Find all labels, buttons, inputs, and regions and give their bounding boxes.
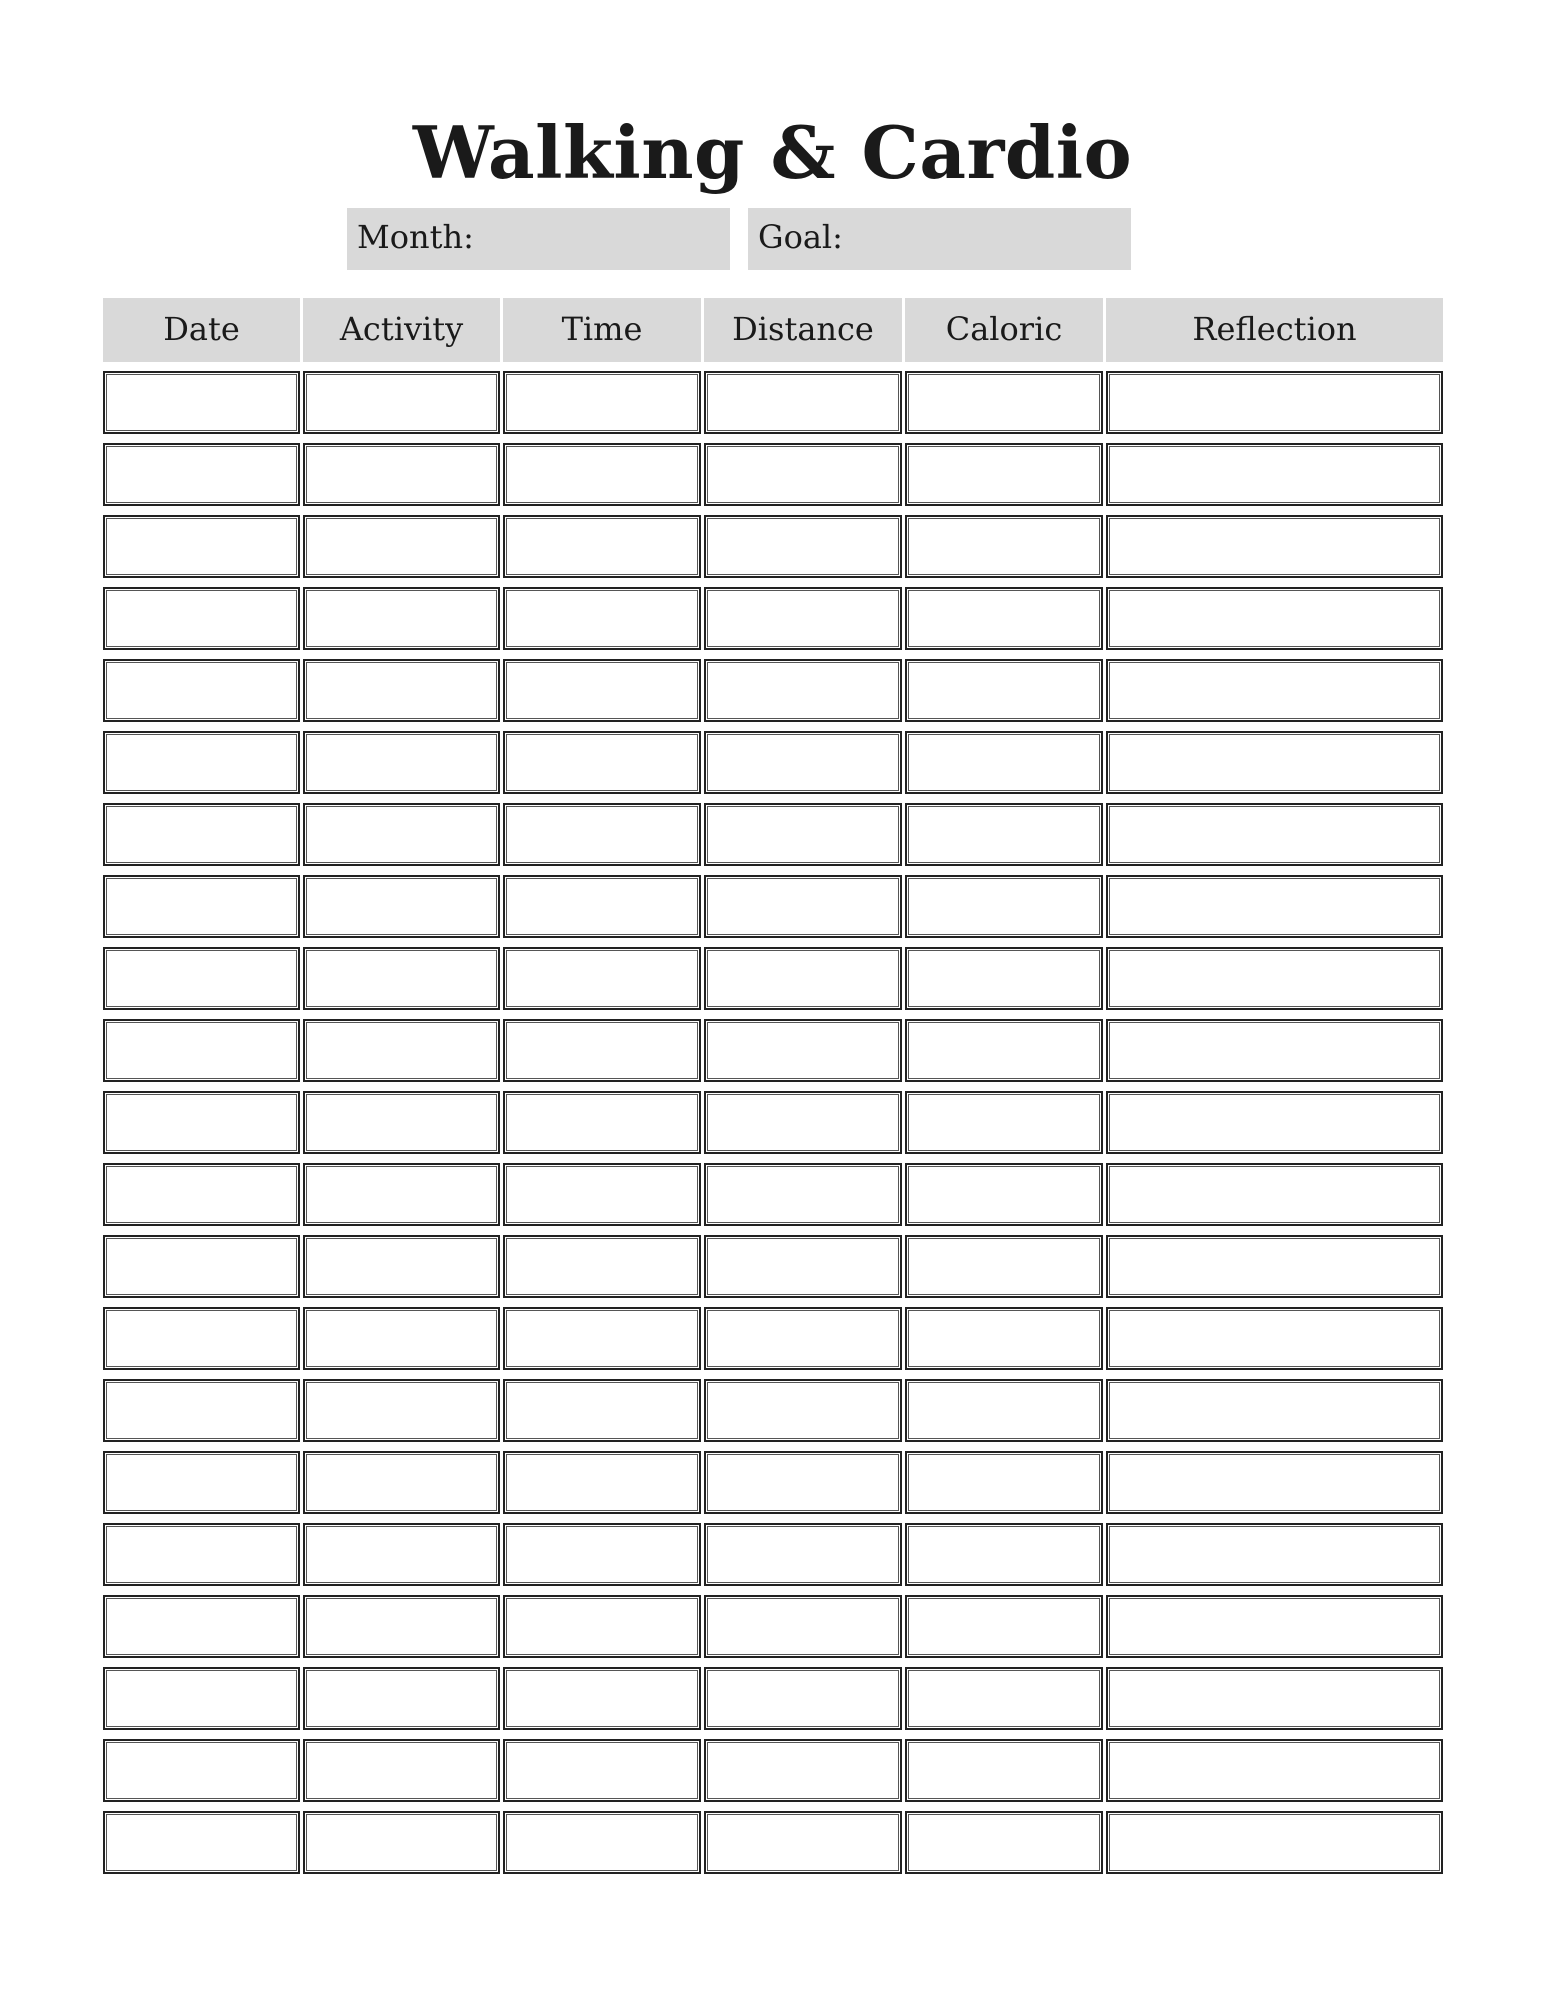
table-row [103, 1523, 1443, 1586]
cell-date[interactable] [103, 875, 300, 938]
cell-caloric[interactable] [905, 587, 1103, 650]
table-row [103, 1091, 1443, 1154]
cell-reflection[interactable] [1106, 1667, 1443, 1730]
cell-time[interactable] [503, 1595, 701, 1658]
cell-distance[interactable] [704, 1451, 902, 1514]
month-label: Month: [357, 218, 474, 256]
cell-distance[interactable] [704, 1595, 902, 1658]
cell-distance[interactable] [704, 587, 902, 650]
cell-reflection[interactable] [1106, 1523, 1443, 1586]
cell-caloric[interactable] [905, 1667, 1103, 1730]
cell-time[interactable] [503, 1091, 701, 1154]
cell-date[interactable] [103, 731, 300, 794]
cell-time[interactable] [503, 1739, 701, 1802]
cell-caloric[interactable] [905, 1595, 1103, 1658]
cell-activity[interactable] [303, 1091, 500, 1154]
cell-time[interactable] [503, 659, 701, 722]
cell-reflection[interactable] [1106, 875, 1443, 938]
cell-reflection[interactable] [1106, 947, 1443, 1010]
cell-caloric[interactable] [905, 875, 1103, 938]
cell-reflection[interactable] [1106, 1235, 1443, 1298]
cell-distance[interactable] [704, 659, 902, 722]
cell-date[interactable] [103, 1091, 300, 1154]
cell-distance[interactable] [704, 515, 902, 578]
cell-date[interactable] [103, 1811, 300, 1874]
cell-activity[interactable] [303, 1667, 500, 1730]
cell-reflection[interactable] [1106, 1451, 1443, 1514]
cell-distance[interactable] [704, 443, 902, 506]
cell-time[interactable] [503, 1379, 701, 1442]
cell-caloric[interactable] [905, 1163, 1103, 1226]
table-row [103, 731, 1443, 794]
cell-time[interactable] [503, 1667, 701, 1730]
cell-date[interactable] [103, 1235, 300, 1298]
cell-time[interactable] [503, 587, 701, 650]
cell-distance[interactable] [704, 1235, 902, 1298]
cell-distance[interactable] [704, 1739, 902, 1802]
cell-distance[interactable] [704, 803, 902, 866]
table-row [103, 1307, 1443, 1370]
table-row [103, 1451, 1443, 1514]
table-header [103, 298, 1443, 362]
column-header-time: Time [503, 298, 701, 362]
cell-time[interactable] [503, 1235, 701, 1298]
table-row [103, 875, 1443, 938]
cell-date[interactable] [103, 1307, 300, 1370]
cell-caloric[interactable] [905, 1091, 1103, 1154]
cell-distance[interactable] [704, 1307, 902, 1370]
cell-caloric[interactable] [905, 1379, 1103, 1442]
cell-activity[interactable] [303, 1019, 500, 1082]
cell-reflection[interactable] [1106, 731, 1443, 794]
cell-activity[interactable] [303, 1235, 500, 1298]
cell-reflection[interactable] [1106, 1091, 1443, 1154]
column-header-reflection: Reflection [1106, 298, 1443, 362]
cell-caloric[interactable] [905, 371, 1103, 434]
table-row [103, 443, 1443, 506]
cell-caloric[interactable] [905, 1739, 1103, 1802]
cell-time[interactable] [503, 1811, 701, 1874]
cell-activity[interactable] [303, 1451, 500, 1514]
goal-label: Goal: [758, 218, 843, 256]
cell-date[interactable] [103, 947, 300, 1010]
table-row [103, 659, 1443, 722]
table-row [103, 1163, 1443, 1226]
cell-time[interactable] [503, 1019, 701, 1082]
cell-distance[interactable] [704, 1091, 902, 1154]
cell-date[interactable] [103, 1163, 300, 1226]
cell-activity[interactable] [303, 1523, 500, 1586]
cell-caloric[interactable] [905, 1811, 1103, 1874]
table-row [103, 371, 1443, 434]
cell-caloric[interactable] [905, 1235, 1103, 1298]
cell-time[interactable] [503, 1307, 701, 1370]
cell-reflection[interactable] [1106, 587, 1443, 650]
cell-date[interactable] [103, 515, 300, 578]
cell-caloric[interactable] [905, 731, 1103, 794]
cell-distance[interactable] [704, 1019, 902, 1082]
cell-distance[interactable] [704, 1811, 902, 1874]
cell-distance[interactable] [704, 1667, 902, 1730]
column-header-date: Date [103, 298, 300, 362]
cell-activity[interactable] [303, 803, 500, 866]
cell-distance[interactable] [704, 875, 902, 938]
cell-time[interactable] [503, 371, 701, 434]
cell-distance[interactable] [704, 947, 902, 1010]
table-row [103, 947, 1443, 1010]
cell-time[interactable] [503, 1451, 701, 1514]
cell-reflection[interactable] [1106, 1811, 1443, 1874]
table-row [103, 515, 1443, 578]
cell-activity[interactable] [303, 947, 500, 1010]
cell-activity[interactable] [303, 659, 500, 722]
cell-time[interactable] [503, 515, 701, 578]
table-row [103, 1235, 1443, 1298]
table-row [103, 1379, 1443, 1442]
table-row [103, 1811, 1443, 1874]
cell-caloric[interactable] [905, 803, 1103, 866]
column-header-activity: Activity [303, 298, 500, 362]
cell-caloric[interactable] [905, 1523, 1103, 1586]
cell-date[interactable] [103, 1451, 300, 1514]
table-row [103, 1739, 1443, 1802]
goal-field[interactable] [748, 208, 1131, 270]
column-header-distance: Distance [704, 298, 902, 362]
cell-distance[interactable] [704, 731, 902, 794]
cell-time[interactable] [503, 1163, 701, 1226]
cell-activity[interactable] [303, 443, 500, 506]
cell-caloric[interactable] [905, 1019, 1103, 1082]
table-row [103, 803, 1443, 866]
cell-date[interactable] [103, 803, 300, 866]
cell-caloric[interactable] [905, 515, 1103, 578]
table-row [103, 587, 1443, 650]
cell-reflection[interactable] [1106, 1739, 1443, 1802]
cell-date[interactable] [103, 371, 300, 434]
cell-date[interactable] [103, 1019, 300, 1082]
cell-activity[interactable] [303, 515, 500, 578]
cell-reflection[interactable] [1106, 1019, 1443, 1082]
cell-reflection[interactable] [1106, 515, 1443, 578]
month-field[interactable] [347, 208, 730, 270]
cell-date[interactable] [103, 443, 300, 506]
cell-time[interactable] [503, 1523, 701, 1586]
cell-distance[interactable] [704, 1379, 902, 1442]
cell-time[interactable] [503, 875, 701, 938]
cell-reflection[interactable] [1106, 1379, 1443, 1442]
page-title: Walking & Cardio [412, 110, 1133, 195]
cell-date[interactable] [103, 659, 300, 722]
cell-reflection[interactable] [1106, 659, 1443, 722]
cell-caloric[interactable] [905, 947, 1103, 1010]
cell-date[interactable] [103, 1379, 300, 1442]
table-row [103, 1595, 1443, 1658]
cell-date[interactable] [103, 1595, 300, 1658]
cell-distance[interactable] [704, 371, 902, 434]
cell-activity[interactable] [303, 371, 500, 434]
cell-activity[interactable] [303, 1379, 500, 1442]
table-row [103, 1019, 1443, 1082]
cell-reflection[interactable] [1106, 1595, 1443, 1658]
cell-distance[interactable] [704, 1523, 902, 1586]
cell-date[interactable] [103, 587, 300, 650]
cell-date[interactable] [103, 1667, 300, 1730]
cell-date[interactable] [103, 1523, 300, 1586]
table-row [103, 1667, 1443, 1730]
cell-distance[interactable] [704, 1163, 902, 1226]
cell-activity[interactable] [303, 587, 500, 650]
cell-time[interactable] [503, 731, 701, 794]
cell-activity[interactable] [303, 731, 500, 794]
cell-activity[interactable] [303, 1307, 500, 1370]
cell-activity[interactable] [303, 1595, 500, 1658]
cell-time[interactable] [503, 803, 701, 866]
cell-activity[interactable] [303, 1739, 500, 1802]
cell-caloric[interactable] [905, 1451, 1103, 1514]
cell-reflection[interactable] [1106, 1307, 1443, 1370]
cell-reflection[interactable] [1106, 803, 1443, 866]
cell-caloric[interactable] [905, 659, 1103, 722]
cell-time[interactable] [503, 443, 701, 506]
column-header-caloric: Caloric [905, 298, 1103, 362]
cell-activity[interactable] [303, 1811, 500, 1874]
cell-activity[interactable] [303, 875, 500, 938]
cell-reflection[interactable] [1106, 443, 1443, 506]
cell-time[interactable] [503, 947, 701, 1010]
cell-activity[interactable] [303, 1163, 500, 1226]
cell-caloric[interactable] [905, 1307, 1103, 1370]
cell-reflection[interactable] [1106, 1163, 1443, 1226]
cell-reflection[interactable] [1106, 371, 1443, 434]
cell-date[interactable] [103, 1739, 300, 1802]
cell-caloric[interactable] [905, 443, 1103, 506]
